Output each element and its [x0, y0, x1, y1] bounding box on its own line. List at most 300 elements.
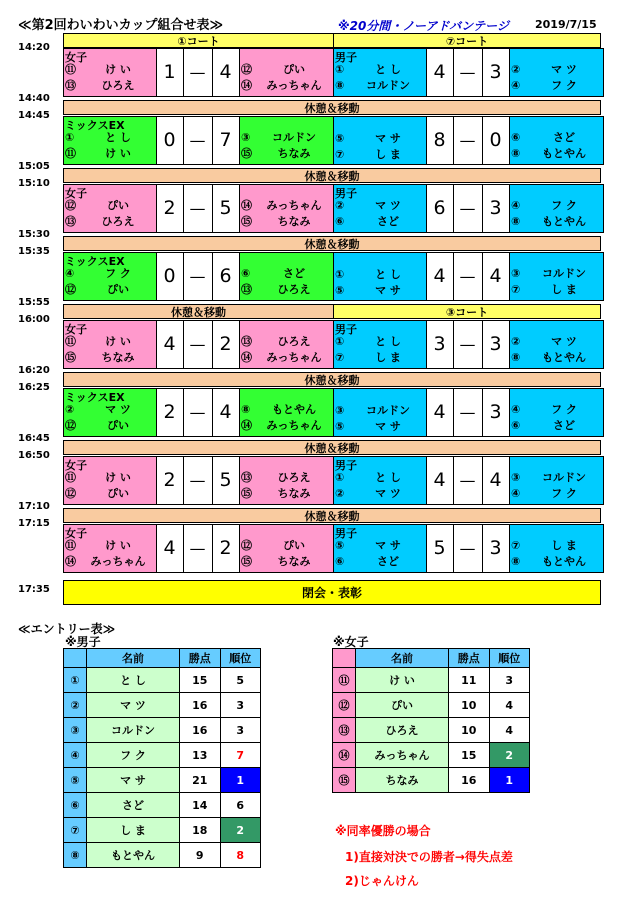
player-number: ① [335, 335, 345, 348]
player-name: ひろえ [101, 215, 135, 228]
score-value-b: 2 [219, 333, 232, 355]
team-a [333, 184, 426, 232]
player-name: し ま [551, 283, 577, 296]
player [511, 349, 599, 365]
player-name: マ サ [375, 132, 401, 145]
category-label: 女子 [65, 459, 87, 472]
break-row: 休憩＆移動 [63, 168, 601, 183]
team-b [239, 184, 333, 232]
player-name: ちなみ [277, 487, 311, 500]
player-number: ⑫ [65, 419, 76, 432]
team-b [239, 320, 333, 368]
player-number: ⑭ [241, 351, 252, 364]
score-value-a: 8 [433, 129, 446, 151]
entry-rank: 1 [489, 768, 530, 793]
team-b [509, 320, 603, 368]
entry-no: ① [64, 668, 87, 693]
entry-rank: 2 [220, 818, 261, 843]
player-name: と し [105, 131, 131, 144]
category-label: 女子 [65, 187, 87, 200]
score-value-a: 2 [163, 197, 176, 219]
player-number: ⑦ [335, 351, 345, 364]
player [241, 469, 329, 485]
player [65, 417, 153, 433]
header-name: 名前 [87, 649, 180, 668]
category-label: 男子 [335, 187, 357, 200]
entry-rank: 1 [220, 768, 261, 793]
header-corner [64, 649, 87, 668]
player-name: け い [105, 539, 131, 552]
player-name: マ ツ [375, 199, 401, 212]
player-number: ⑥ [511, 131, 521, 144]
player-number: ④ [511, 79, 521, 92]
team-a [63, 524, 156, 572]
team-a [63, 320, 156, 368]
entry-name: マ サ [87, 768, 180, 793]
player [241, 349, 329, 365]
team-a [333, 524, 426, 572]
team-a [63, 48, 156, 96]
women-entry-table [332, 648, 530, 793]
dash-separator: — [189, 334, 206, 354]
score-value-b: 5 [219, 469, 232, 491]
entry-name: ぴい [356, 693, 449, 718]
team-b [239, 456, 333, 504]
player-name: みっちゃん [266, 351, 322, 364]
tiebreak-rule-1: 1)直接対決での勝者→得失点差 [345, 850, 513, 864]
court-header-1: ①コート [63, 33, 334, 48]
score-value-b: 5 [219, 197, 232, 219]
score-value-a: 0 [163, 129, 176, 151]
category-label: 女子 [65, 527, 87, 540]
player [65, 281, 153, 297]
entry-no: ⑥ [64, 793, 87, 818]
entry-pts: 18 [180, 818, 221, 843]
player-name: ひろえ [277, 283, 311, 296]
entry-rank: 3 [220, 693, 261, 718]
player-name: もとやん [542, 147, 586, 160]
dash-separator: — [189, 266, 206, 286]
player-name: け い [105, 147, 131, 160]
page-title: ≪第2回わいわいカップ組合せ表≫ [18, 18, 224, 33]
player-number: ③ [241, 131, 251, 144]
player [65, 553, 153, 569]
score-value-b: 7 [219, 129, 232, 151]
player-name: もとやん [542, 351, 586, 364]
player [241, 197, 329, 213]
player-name: ぴい [283, 63, 305, 76]
player [335, 485, 423, 501]
category-label: 男子 [335, 527, 357, 540]
player [511, 401, 599, 417]
player-number: ⑭ [241, 419, 252, 432]
entry-no: ⑫ [333, 693, 356, 718]
entry-no: ③ [64, 718, 87, 743]
team-b [239, 48, 333, 96]
player [65, 145, 153, 161]
header-rank: 順位 [220, 649, 261, 668]
player-number: ② [335, 487, 345, 500]
team-a [333, 116, 426, 164]
entry-no: ⑤ [64, 768, 87, 793]
entry-name: さど [87, 793, 180, 818]
player [65, 333, 153, 349]
team-b [509, 252, 603, 300]
player-name: と し [375, 471, 401, 484]
entry-name: し ま [87, 818, 180, 843]
player-name: フ ク [105, 267, 131, 280]
table-row [64, 818, 261, 843]
player-number: ⑮ [241, 147, 252, 160]
player-name: さど [377, 555, 399, 568]
score-value-b: 3 [489, 401, 502, 423]
player-name: ひろえ [277, 471, 311, 484]
dash-separator: — [459, 470, 476, 490]
player [241, 417, 329, 433]
category-label: 男子 [335, 51, 357, 64]
player-number: ④ [511, 199, 521, 212]
player-name: け い [105, 335, 131, 348]
player-name: ちなみ [277, 147, 311, 160]
player-name: マ サ [375, 420, 401, 433]
player-number: ⑦ [335, 148, 345, 161]
dash-separator: — [189, 402, 206, 422]
player-number: ⑤ [335, 284, 345, 297]
player [241, 265, 329, 281]
end-time: 15:05 [18, 161, 50, 172]
player-number: ⑧ [241, 403, 251, 416]
player-number: ⑮ [241, 487, 252, 500]
player-name: フ ク [551, 487, 577, 500]
entry-rank: 7 [220, 743, 261, 768]
player-number: ⑥ [241, 267, 251, 280]
player-name: ちなみ [277, 555, 311, 568]
table-row [333, 743, 530, 768]
player [241, 333, 329, 349]
player-number: ① [335, 63, 345, 76]
end-time: 15:30 [18, 229, 50, 240]
player-number: ⑮ [241, 215, 252, 228]
player [511, 485, 599, 501]
player [511, 537, 599, 553]
dash-separator: — [189, 538, 206, 558]
player-number: ④ [511, 403, 521, 416]
break-row: 休憩＆移動 [63, 304, 334, 319]
score-value-b: 3 [489, 61, 502, 83]
player-number: ⑬ [241, 283, 252, 296]
player-name: ぴい [107, 283, 129, 296]
player-name: マ ツ [105, 403, 131, 416]
entry-name: ちなみ [356, 768, 449, 793]
player-number: ⑥ [511, 419, 521, 432]
end-time: 16:45 [18, 433, 50, 444]
player-number: ⑪ [65, 471, 76, 484]
player-number: ② [511, 63, 521, 76]
player [335, 282, 423, 298]
dash-separator: — [189, 198, 206, 218]
entry-name: と し [87, 668, 180, 693]
player-number: ⑧ [335, 79, 345, 92]
player [335, 266, 423, 282]
entry-pts: 15 [449, 743, 490, 768]
player-number: ⑥ [335, 555, 345, 568]
player-name: マ ツ [551, 335, 577, 348]
player [241, 129, 329, 145]
player-number: ⑪ [65, 63, 76, 76]
entry-rank: 3 [220, 718, 261, 743]
player-name: さど [553, 419, 575, 432]
player-name: さど [283, 267, 305, 280]
entry-no: ② [64, 693, 87, 718]
team-a [333, 252, 426, 300]
score-value-a: 4 [433, 61, 446, 83]
dash-separator: — [189, 470, 206, 490]
player-name: さど [377, 215, 399, 228]
player [65, 129, 153, 145]
category-label: 女子 [65, 51, 87, 64]
entry-pts: 10 [449, 693, 490, 718]
entry-name: もとやん [87, 843, 180, 868]
team-a [333, 320, 426, 368]
score-value-a: 0 [163, 265, 176, 287]
score-value-a: 4 [433, 469, 446, 491]
header-name: 名前 [356, 649, 449, 668]
date: 2019/7/15 [535, 18, 597, 31]
player-number: ⑧ [511, 215, 521, 228]
player-name: ぴい [283, 539, 305, 552]
team-b [239, 524, 333, 572]
player [335, 402, 423, 418]
player-number: ⑭ [241, 199, 252, 212]
player-number: ⑮ [65, 351, 76, 364]
team-a [63, 388, 156, 436]
player [335, 333, 423, 349]
table-row [64, 743, 261, 768]
player-name: みっちゃん [90, 555, 146, 568]
team-b [509, 524, 603, 572]
player-number: ⑭ [65, 555, 76, 568]
player [241, 537, 329, 553]
player-name: け い [105, 63, 131, 76]
header-rank: 順位 [489, 649, 530, 668]
player-number: ② [65, 403, 75, 416]
player-number: ⑫ [65, 283, 76, 296]
player [241, 145, 329, 161]
player-number: ① [335, 471, 345, 484]
player [335, 469, 423, 485]
score-value-a: 5 [433, 537, 446, 559]
player-number: ⑧ [511, 147, 521, 160]
team-a [63, 252, 156, 300]
entry-name: コルドン [87, 718, 180, 743]
team-b [239, 252, 333, 300]
player-number: ⑤ [335, 539, 345, 552]
player-number: ④ [65, 267, 75, 280]
category-label: ミックスEX [65, 255, 125, 268]
score-value-a: 4 [163, 537, 176, 559]
score-value-a: 3 [433, 333, 446, 355]
score-value-b: 4 [219, 61, 232, 83]
dash-separator: — [459, 538, 476, 558]
player-number: ⑬ [241, 335, 252, 348]
player-name: フ ク [551, 403, 577, 416]
player [241, 553, 329, 569]
player [335, 146, 423, 162]
team-a [63, 184, 156, 232]
entry-rank: 6 [220, 793, 261, 818]
entry-rank: 4 [489, 693, 530, 718]
team-b [509, 388, 603, 436]
player-number: ⑧ [511, 351, 521, 364]
player-number: ⑪ [65, 335, 76, 348]
break-row: 休憩＆移動 [63, 508, 601, 523]
score-value-a: 4 [163, 333, 176, 355]
score-value-b: 0 [489, 129, 502, 151]
category-label: 男子 [335, 323, 357, 336]
player-name: コルドン [272, 131, 316, 144]
player [511, 77, 599, 93]
men-title: ※男子 [65, 635, 101, 649]
player-number: ③ [511, 471, 521, 484]
player-name: フ ク [551, 199, 577, 212]
score-value-b: 6 [219, 265, 232, 287]
start-time: 14:45 [18, 110, 50, 121]
entry-rank: 3 [489, 668, 530, 693]
score-value-a: 4 [433, 265, 446, 287]
player [241, 77, 329, 93]
score-value-a: 2 [163, 469, 176, 491]
entry-pts: 16 [180, 693, 221, 718]
table-row [64, 693, 261, 718]
category-label: ミックスEX [65, 391, 125, 404]
closing-ceremony: 閉会・表彰 [63, 580, 601, 605]
player-name: ひろえ [277, 335, 311, 348]
team-a [333, 456, 426, 504]
player [335, 61, 423, 77]
player [241, 213, 329, 229]
header-points: 勝点 [180, 649, 221, 668]
category-label: 男子 [335, 459, 357, 472]
player-name: コルドン [366, 404, 410, 417]
player-number: ⑪ [65, 147, 76, 160]
score-value-a: 6 [433, 197, 446, 219]
entry-rank: 5 [220, 668, 261, 693]
player-name: さど [553, 131, 575, 144]
entry-name: マ ツ [87, 693, 180, 718]
player-name: みっちゃん [266, 419, 322, 432]
player-number: ⑤ [335, 420, 345, 433]
score-value-b: 3 [489, 537, 502, 559]
score-value-b: 3 [489, 333, 502, 355]
closing-time: 17:35 [18, 584, 50, 595]
player [511, 469, 599, 485]
player-name: マ ツ [551, 63, 577, 76]
score-value-b: 4 [489, 265, 502, 287]
player [335, 418, 423, 434]
player-name: マ ツ [375, 487, 401, 500]
player-name: ぴい [107, 487, 129, 500]
men-entry-table [63, 648, 261, 868]
player-name: フ ク [551, 79, 577, 92]
player [511, 61, 599, 77]
player-number: ⑪ [65, 539, 76, 552]
dash-separator: — [459, 62, 476, 82]
dash-separator: — [459, 334, 476, 354]
team-a [63, 116, 156, 164]
player-number: ⑦ [511, 539, 521, 552]
player [511, 265, 599, 281]
player [65, 469, 153, 485]
score-value-a: 1 [163, 61, 176, 83]
player [335, 130, 423, 146]
dash-separator: — [459, 130, 476, 150]
player-name: もとやん [542, 215, 586, 228]
entry-pts: 9 [180, 843, 221, 868]
player [335, 77, 423, 93]
tiebreak-rule-2: 2)じゃんけん [345, 874, 419, 888]
player [511, 213, 599, 229]
player [241, 485, 329, 501]
player-name: ちなみ [277, 215, 311, 228]
team-b [509, 456, 603, 504]
player-name: し ま [375, 351, 401, 364]
table-row [64, 843, 261, 868]
player-number: ⑬ [241, 471, 252, 484]
player [335, 197, 423, 213]
table-row [64, 718, 261, 743]
team-b [239, 388, 333, 436]
entry-pts: 13 [180, 743, 221, 768]
table-row [64, 668, 261, 693]
player [241, 61, 329, 77]
player [511, 281, 599, 297]
player [65, 265, 153, 281]
entry-rank: 4 [489, 718, 530, 743]
entry-pts: 10 [449, 718, 490, 743]
player-name: みっちゃん [266, 79, 322, 92]
team-b [509, 116, 603, 164]
player [65, 537, 153, 553]
entry-pts: 16 [449, 768, 490, 793]
entry-no: ⑦ [64, 818, 87, 843]
entry-no: ⑭ [333, 743, 356, 768]
rule-note: ※20分間・ノーアドバンテージ [338, 19, 509, 33]
player-name: ちなみ [101, 351, 135, 364]
player [65, 197, 153, 213]
entry-no: ⑪ [333, 668, 356, 693]
player-name: コルドン [542, 471, 586, 484]
player-name: もとやん [272, 403, 316, 416]
entry-title: ≪エントリー表≫ [18, 622, 116, 636]
score-value-b: 4 [489, 469, 502, 491]
table-row [333, 768, 530, 793]
entry-name: け い [356, 668, 449, 693]
player [335, 537, 423, 553]
player [241, 401, 329, 417]
dash-separator: — [459, 266, 476, 286]
player [511, 145, 599, 161]
player-name: コルドン [366, 79, 410, 92]
break-row: 休憩＆移動 [63, 100, 601, 115]
player [65, 349, 153, 365]
player [65, 61, 153, 77]
player-number: ④ [511, 487, 521, 500]
entry-name: ひろえ [356, 718, 449, 743]
end-time: 17:10 [18, 501, 50, 512]
player-name: と し [375, 268, 401, 281]
start-time: 15:35 [18, 246, 50, 257]
end-time: 16:20 [18, 365, 50, 376]
